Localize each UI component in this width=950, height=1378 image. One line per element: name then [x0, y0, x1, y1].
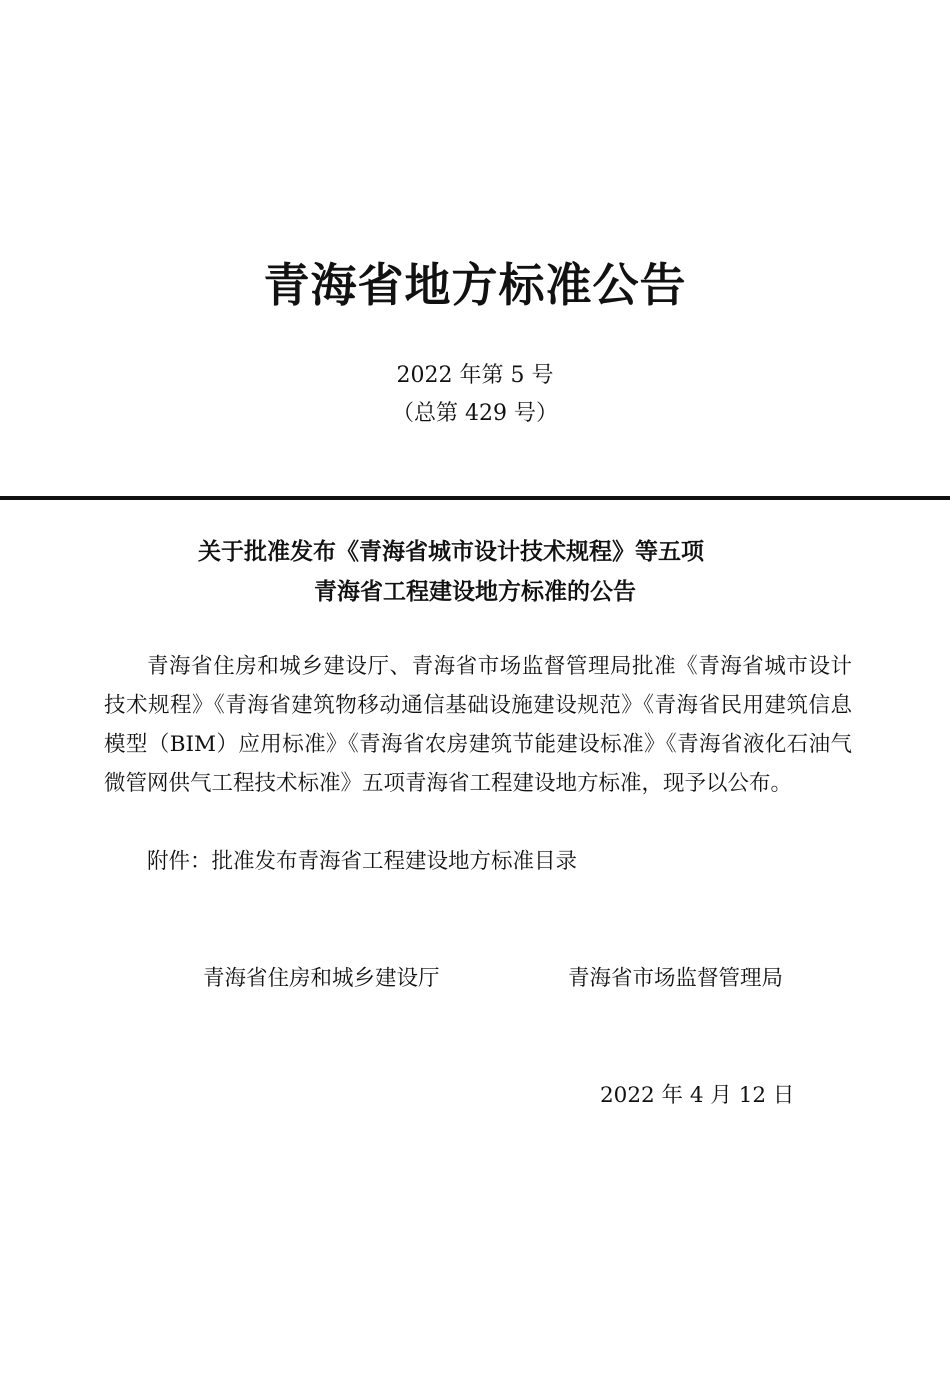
issue-number: 2022 年第 5 号: [396, 363, 554, 388]
page-title: 青海省地方标准公告: [263, 258, 687, 312]
announcement-body-paragraph: 青海省住房和城乡建设厅、青海省市场监督管理局批准《青海省城市设计技术规程》《青海省建筑物移动通信基础设施建设规范》《青海省民用建筑信息模型（BIM）应用标准》《青海省农房建筑节能建设标准》《青海省液化石油气微管网供气工程技术标准》五项青海省工程建设地方标准，现予以公布。: [104, 654, 852, 796]
issuer-market-supervision-bureau: 青海省市场监督管理局: [568, 966, 784, 991]
issuer-housing-department: 青海省住房和城乡建设厅: [203, 966, 440, 991]
attachment-line: 附件：批准发布青海省工程建设地方标准目录: [147, 849, 578, 874]
total-issue-number: （总第 429 号）: [392, 401, 558, 426]
announcement-subject-line-1: 关于批准发布《青海省城市设计技术规程》等五项: [198, 539, 704, 565]
header-divider: [0, 496, 950, 500]
announcement-date: 2022 年 4 月 12 日: [600, 1083, 795, 1108]
announcement-subject-line-2: 青海省工程建设地方标准的公告: [314, 579, 636, 605]
